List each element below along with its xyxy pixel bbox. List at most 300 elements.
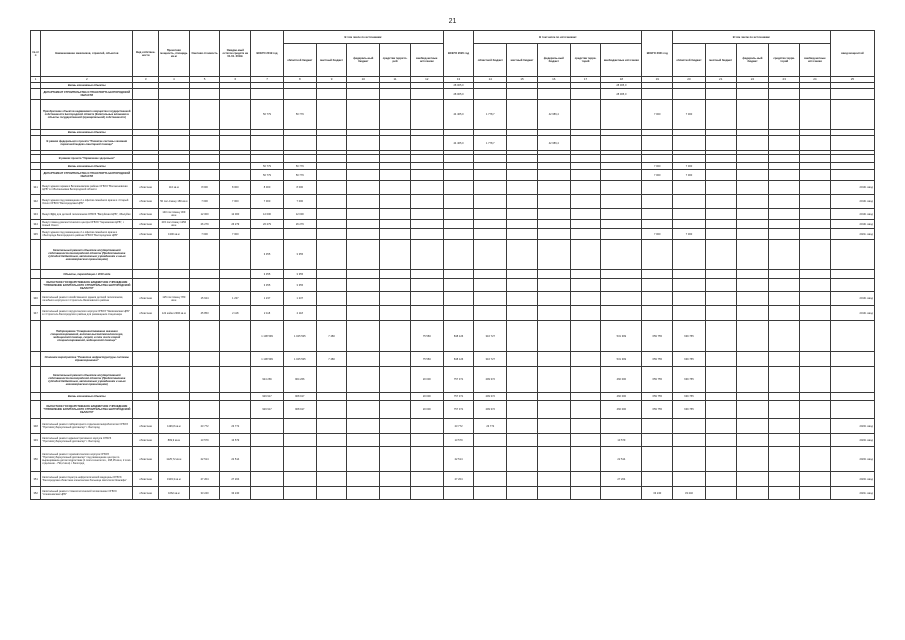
amount-cell bbox=[736, 401, 769, 419]
amount-cell bbox=[410, 136, 443, 151]
amount-cell bbox=[769, 393, 800, 401]
col-group-sources-2021: В том числе по источникам: bbox=[673, 31, 831, 44]
amount-cell bbox=[800, 270, 831, 279]
capacity-cell bbox=[158, 367, 189, 393]
commissioning-cell bbox=[830, 401, 874, 419]
row-number-cell: 341 bbox=[31, 181, 41, 195]
amount-cell bbox=[800, 155, 831, 163]
amount-cell bbox=[251, 229, 284, 240]
amount-cell: 3 355 bbox=[251, 279, 284, 292]
row-number-cell bbox=[31, 352, 41, 367]
amount-cell bbox=[316, 89, 347, 100]
amount-cell bbox=[769, 321, 800, 352]
amount-cell bbox=[769, 367, 800, 393]
amount-cell bbox=[507, 181, 538, 195]
table-row bbox=[31, 240, 875, 270]
ownership-cell bbox=[133, 321, 159, 352]
amount-cell bbox=[769, 447, 800, 472]
amount-cell bbox=[474, 195, 507, 209]
amount-cell bbox=[443, 229, 474, 240]
amount-cell bbox=[800, 306, 831, 321]
row-number-cell: 346 bbox=[31, 292, 41, 306]
amount-cell bbox=[283, 229, 316, 240]
amount-cell bbox=[736, 472, 769, 487]
column-number: 10 bbox=[347, 77, 380, 83]
amount-cell bbox=[251, 447, 284, 472]
amount-cell bbox=[537, 89, 570, 100]
amount-cell bbox=[347, 472, 380, 487]
amount-cell bbox=[673, 279, 706, 292]
amount-cell: 13 579 bbox=[601, 434, 642, 447]
commissioning-cell: 2019г. ввод bbox=[830, 181, 874, 195]
amount-cell bbox=[642, 279, 673, 292]
amount-cell bbox=[570, 270, 601, 279]
column-number: 19 bbox=[642, 77, 673, 83]
amount-cell: 460 000 bbox=[601, 401, 642, 419]
commissioning-cell bbox=[830, 163, 874, 170]
amount-cell: 639 755 bbox=[673, 393, 706, 401]
amount-cell bbox=[251, 487, 284, 500]
table-body bbox=[31, 77, 875, 500]
amount-cell bbox=[570, 472, 601, 487]
amount-cell bbox=[410, 447, 443, 472]
amount-cell bbox=[642, 306, 673, 321]
ownership-cell: областная bbox=[133, 220, 159, 229]
amount-cell bbox=[570, 136, 601, 151]
amount-cell bbox=[537, 472, 570, 487]
amount-cell bbox=[316, 447, 347, 472]
amount-cell bbox=[189, 163, 220, 170]
amount-cell bbox=[601, 155, 642, 163]
amount-cell bbox=[769, 220, 800, 229]
amount-cell bbox=[380, 472, 411, 487]
amount-cell bbox=[800, 89, 831, 100]
amount-cell bbox=[736, 170, 769, 181]
amount-cell bbox=[769, 155, 800, 163]
capacity-cell bbox=[158, 279, 189, 292]
row-number-cell bbox=[31, 100, 41, 130]
amount-cell bbox=[316, 279, 347, 292]
col-header-extrabudget-2021: внебюд-жетные источники bbox=[800, 44, 831, 77]
amount-cell: 7 000 bbox=[642, 229, 673, 240]
table-row bbox=[31, 393, 875, 401]
col-header-cost: Сметная стоимость bbox=[189, 31, 220, 77]
amount-cell bbox=[380, 181, 411, 195]
amount-cell bbox=[570, 321, 601, 352]
amount-cell bbox=[800, 170, 831, 181]
amount-cell bbox=[736, 240, 769, 270]
table-row bbox=[31, 279, 875, 292]
amount-cell bbox=[736, 393, 769, 401]
amount-cell bbox=[347, 100, 380, 130]
amount-cell bbox=[410, 155, 443, 163]
commissioning-cell bbox=[830, 279, 874, 292]
column-number: 14 bbox=[474, 77, 507, 83]
capacity-cell bbox=[158, 401, 189, 419]
object-name-cell: В рамках федерального проекта "Развитие системы оказания первичной медико-санитарной помощи" bbox=[41, 136, 133, 151]
amount-cell bbox=[316, 100, 347, 130]
amount-cell: 20 000 bbox=[410, 367, 443, 393]
amount-cell bbox=[570, 195, 601, 209]
amount-cell bbox=[705, 306, 736, 321]
object-name-cell: Вновь начинаемые объекты bbox=[41, 130, 133, 136]
amount-cell: 1 108 599 bbox=[251, 321, 284, 352]
commissioning-cell: 2021г. ввод bbox=[830, 229, 874, 240]
object-name-cell: Приобретение объектов недвижимого имущества государственной собственности Белгородской области (Капитальные вложения в объекты государственной (муниципальной) собственности) bbox=[41, 100, 133, 130]
amount-cell bbox=[507, 100, 538, 130]
amount-cell: 7 000 bbox=[673, 170, 706, 181]
object-name-cell: Выкуп помещ.диагностического центра ОГБУЗ "Чернянская ЦРБ", г. Новый Оскол bbox=[41, 220, 133, 229]
object-name-cell: Объекты, переходящие с 2018 года bbox=[41, 270, 133, 279]
amount-cell bbox=[673, 181, 706, 195]
amount-cell: 460 000 bbox=[601, 367, 642, 393]
amount-cell: 22 514 bbox=[601, 447, 642, 472]
amount-cell: 659 755 bbox=[642, 367, 673, 393]
amount-cell bbox=[316, 195, 347, 209]
amount-cell bbox=[189, 89, 220, 100]
amount-cell bbox=[601, 220, 642, 229]
col-header-remaining: Ожидае-мый остаток средств на 01.01. 2019г. bbox=[220, 31, 251, 77]
amount-cell bbox=[507, 270, 538, 279]
amount-cell bbox=[601, 306, 642, 321]
amount-cell bbox=[769, 100, 800, 130]
col-header-territorial-2021: средства терри-торий bbox=[769, 44, 800, 77]
ownership-cell: областная bbox=[133, 447, 159, 472]
table-row bbox=[31, 170, 875, 181]
row-number-cell bbox=[31, 393, 41, 401]
table-row bbox=[31, 321, 875, 352]
amount-cell bbox=[673, 136, 706, 151]
amount-cell bbox=[316, 229, 347, 240]
col-header-type: Вид собствен-ности bbox=[133, 31, 159, 77]
amount-cell bbox=[800, 209, 831, 220]
amount-cell bbox=[800, 352, 831, 367]
amount-cell bbox=[800, 292, 831, 306]
ownership-cell: областная bbox=[133, 472, 159, 487]
amount-cell bbox=[189, 401, 220, 419]
object-name-cell: Вновь начинаемые объекты bbox=[41, 393, 133, 401]
amount-cell bbox=[347, 321, 380, 352]
amount-cell bbox=[601, 170, 642, 181]
table-row bbox=[31, 155, 875, 163]
amount-cell bbox=[347, 419, 380, 434]
amount-cell bbox=[601, 270, 642, 279]
capacity-cell: 110 кв.м bbox=[158, 181, 189, 195]
amount-cell bbox=[347, 229, 380, 240]
amount-cell bbox=[380, 352, 411, 367]
row-number-cell bbox=[31, 321, 41, 352]
capacity-cell bbox=[158, 89, 189, 100]
amount-cell bbox=[347, 220, 380, 229]
amount-cell: 7 000 bbox=[220, 229, 251, 240]
amount-cell bbox=[537, 401, 570, 419]
amount-cell: 13 579 bbox=[189, 434, 220, 447]
amount-cell bbox=[642, 136, 673, 151]
amount-cell bbox=[705, 279, 736, 292]
amount-cell bbox=[601, 209, 642, 220]
amount-cell bbox=[410, 181, 443, 195]
col-header-federal-2019: федераль-ный бюджет bbox=[347, 44, 380, 77]
amount-cell bbox=[705, 321, 736, 352]
amount-cell bbox=[347, 393, 380, 401]
amount-cell bbox=[736, 306, 769, 321]
amount-cell: 44 465,0 bbox=[443, 100, 474, 130]
col-header-total-2020: ВСЕГО 2020 год bbox=[443, 31, 474, 77]
column-number: 1 bbox=[31, 77, 41, 83]
amount-cell bbox=[800, 434, 831, 447]
amount-cell: 26 279 bbox=[283, 220, 316, 229]
amount-cell: 316 727 bbox=[474, 321, 507, 352]
amount-cell bbox=[220, 393, 251, 401]
amount-cell bbox=[507, 209, 538, 220]
amount-cell: 23 772 bbox=[474, 419, 507, 434]
amount-cell bbox=[537, 155, 570, 163]
amount-cell: 75 583 bbox=[410, 321, 443, 352]
object-name-cell: Капитальный ремонт стоматологической поликлиники ОГБУЗ "Алексеевская ЦРБ" bbox=[41, 487, 133, 500]
amount-cell bbox=[736, 367, 769, 393]
amount-cell: 13 579 bbox=[443, 434, 474, 447]
amount-cell bbox=[570, 487, 601, 500]
amount-cell bbox=[380, 306, 411, 321]
amount-cell bbox=[537, 352, 570, 367]
col-header-extrabudget-2020: внебюджетные источники bbox=[601, 44, 642, 77]
table-row bbox=[31, 434, 875, 447]
amount-cell bbox=[736, 220, 769, 229]
amount-cell: 22 514 bbox=[443, 447, 474, 472]
amount-cell bbox=[347, 487, 380, 500]
amount-cell: 1 025 535 bbox=[283, 352, 316, 367]
amount-cell: 12 000 bbox=[220, 209, 251, 220]
amount-cell bbox=[800, 229, 831, 240]
amount-cell: 531 399 bbox=[601, 352, 642, 367]
amount-cell bbox=[705, 136, 736, 151]
amount-cell bbox=[189, 170, 220, 181]
commissioning-cell bbox=[830, 100, 874, 130]
amount-cell: 20 000 bbox=[410, 401, 443, 419]
amount-cell bbox=[380, 279, 411, 292]
amount-cell bbox=[736, 321, 769, 352]
amount-cell bbox=[220, 136, 251, 151]
amount-cell bbox=[507, 220, 538, 229]
capacity-cell: 1125,72 кв.м bbox=[158, 447, 189, 472]
amount-cell bbox=[251, 136, 284, 151]
amount-cell bbox=[769, 163, 800, 170]
amount-cell bbox=[220, 279, 251, 292]
amount-cell bbox=[507, 292, 538, 306]
amount-cell: 639 755 bbox=[673, 367, 706, 393]
amount-cell bbox=[410, 89, 443, 100]
amount-cell bbox=[443, 306, 474, 321]
commissioning-cell: 2020г. ввод bbox=[830, 447, 874, 472]
column-number: 6 bbox=[220, 77, 251, 83]
col-header-local-2021: местный бюджет bbox=[705, 44, 736, 77]
amount-cell bbox=[537, 195, 570, 209]
amount-cell bbox=[380, 401, 411, 419]
row-number-cell bbox=[31, 155, 41, 163]
amount-cell bbox=[283, 89, 316, 100]
amount-cell bbox=[800, 181, 831, 195]
amount-cell bbox=[220, 270, 251, 279]
amount-cell bbox=[800, 447, 831, 472]
amount-cell bbox=[380, 195, 411, 209]
amount-cell bbox=[570, 306, 601, 321]
amount-cell bbox=[800, 136, 831, 151]
row-number-cell bbox=[31, 270, 41, 279]
amount-cell bbox=[800, 195, 831, 209]
amount-cell bbox=[316, 170, 347, 181]
amount-cell: 1 237 bbox=[251, 292, 284, 306]
amount-cell bbox=[673, 292, 706, 306]
column-number: 16 bbox=[537, 77, 570, 83]
amount-cell bbox=[769, 170, 800, 181]
amount-cell: 639 755 bbox=[673, 321, 706, 352]
commissioning-cell: 2020г. ввод bbox=[830, 434, 874, 447]
amount-cell bbox=[220, 401, 251, 419]
amount-cell bbox=[705, 100, 736, 130]
amount-cell bbox=[705, 352, 736, 367]
amount-cell bbox=[537, 209, 570, 220]
amount-cell bbox=[642, 195, 673, 209]
amount-cell bbox=[570, 279, 601, 292]
amount-cell: 7 000 bbox=[251, 195, 284, 209]
amount-cell bbox=[347, 155, 380, 163]
amount-cell: 639 755 bbox=[673, 401, 706, 419]
amount-cell bbox=[537, 447, 570, 472]
amount-cell bbox=[736, 209, 769, 220]
col-header-federal-2020: федераль-ный бюджет bbox=[537, 44, 570, 77]
amount-cell: 50 779 bbox=[251, 170, 284, 181]
amount-cell bbox=[316, 181, 347, 195]
amount-cell: 3 355 bbox=[251, 270, 284, 279]
amount-cell bbox=[769, 472, 800, 487]
amount-cell bbox=[642, 434, 673, 447]
capacity-cell bbox=[158, 100, 189, 130]
amount-cell bbox=[380, 155, 411, 163]
amount-cell bbox=[380, 170, 411, 181]
amount-cell bbox=[642, 292, 673, 306]
amount-cell: 20 000 bbox=[410, 393, 443, 401]
amount-cell: 904 266 bbox=[283, 367, 316, 393]
amount-cell bbox=[673, 155, 706, 163]
amount-cell: 299 372 bbox=[474, 393, 507, 401]
ownership-cell bbox=[133, 401, 159, 419]
amount-cell bbox=[507, 195, 538, 209]
commissioning-cell bbox=[830, 321, 874, 352]
amount-cell: 7 000 bbox=[673, 100, 706, 130]
amount-cell bbox=[507, 472, 538, 487]
table-row bbox=[31, 163, 875, 170]
amount-cell bbox=[705, 419, 736, 434]
amount-cell: 28 005,0 bbox=[443, 89, 474, 100]
amount-cell bbox=[507, 321, 538, 352]
row-number-cell: 352 bbox=[31, 487, 41, 500]
amount-cell bbox=[601, 181, 642, 195]
amount-cell: 42 686,4 bbox=[537, 100, 570, 130]
amount-cell bbox=[507, 229, 538, 240]
amount-cell bbox=[507, 240, 538, 270]
amount-cell: 7 000 bbox=[189, 229, 220, 240]
amount-cell bbox=[316, 136, 347, 151]
table-row bbox=[31, 220, 875, 229]
amount-cell bbox=[474, 292, 507, 306]
table-row bbox=[31, 100, 875, 130]
amount-cell: 33 240 bbox=[220, 487, 251, 500]
commissioning-cell: 2021г. ввод bbox=[830, 487, 874, 500]
amount-cell bbox=[220, 240, 251, 270]
commissioning-cell bbox=[830, 89, 874, 100]
amount-cell: 7 000 bbox=[673, 229, 706, 240]
amount-cell bbox=[736, 487, 769, 500]
amount-cell bbox=[189, 270, 220, 279]
object-name-cell: ДЕПАРТАМЕНТ СТРОИТЕЛЬСТВА И ТРАНСПОРТА БЕЛГОРОДСКОЙ ОБЛАСТИ bbox=[41, 89, 133, 100]
amount-cell bbox=[474, 270, 507, 279]
column-number: 8 bbox=[283, 77, 316, 83]
object-name-cell: Капитальный ремонт Центра нефрологической медицины ОГБУЗ "Белгородская областная клиническая больница святителя Иоасафа" bbox=[41, 472, 133, 487]
column-number: 24 bbox=[800, 77, 831, 83]
column-number: 11 bbox=[380, 77, 411, 83]
row-number-cell: 343 bbox=[31, 209, 41, 220]
amount-cell: 8 000 bbox=[220, 181, 251, 195]
amount-cell bbox=[705, 434, 736, 447]
amount-cell bbox=[570, 240, 601, 270]
ownership-cell bbox=[133, 89, 159, 100]
column-number: 13 bbox=[443, 77, 474, 83]
amount-cell: 42 686,4 bbox=[537, 136, 570, 151]
row-number-cell: 342 bbox=[31, 195, 41, 209]
row-number-cell bbox=[31, 401, 41, 419]
amount-cell: 8 000 bbox=[283, 181, 316, 195]
amount-cell bbox=[705, 155, 736, 163]
amount-cell: 7 000 bbox=[642, 163, 673, 170]
row-number-cell bbox=[31, 89, 41, 100]
amount-cell: 3 355 bbox=[283, 270, 316, 279]
amount-cell bbox=[316, 209, 347, 220]
table-row bbox=[31, 447, 875, 472]
col-header-regional-2021: областной бюджет bbox=[673, 44, 706, 77]
amount-cell bbox=[316, 434, 347, 447]
amount-cell: 1 108 599 bbox=[251, 352, 284, 367]
amount-cell bbox=[347, 367, 380, 393]
amount-cell bbox=[474, 240, 507, 270]
object-name-cell: Выкуп здания гаража в Волоконовском районе ОГБУЗ "Волоконовская ЦРБ" в п.Волоконовка Белгородской области bbox=[41, 181, 133, 195]
amount-cell: 7 000 bbox=[642, 100, 673, 130]
table-row bbox=[31, 419, 875, 434]
amount-cell bbox=[220, 89, 251, 100]
capacity-cell bbox=[158, 393, 189, 401]
amount-cell bbox=[410, 472, 443, 487]
amount-cell bbox=[769, 136, 800, 151]
commissioning-cell: 2019г. ввод bbox=[830, 195, 874, 209]
amount-cell bbox=[316, 240, 347, 270]
amount-cell bbox=[220, 155, 251, 163]
commissioning-cell bbox=[830, 352, 874, 367]
amount-cell bbox=[537, 306, 570, 321]
column-number: 2 bbox=[41, 77, 133, 83]
column-number: 3 bbox=[133, 77, 159, 83]
amount-cell bbox=[347, 195, 380, 209]
commissioning-cell bbox=[830, 240, 874, 270]
amount-cell bbox=[800, 220, 831, 229]
amount-cell bbox=[736, 434, 769, 447]
amount-cell bbox=[769, 292, 800, 306]
ownership-cell bbox=[133, 393, 159, 401]
amount-cell bbox=[570, 181, 601, 195]
amount-cell: 23 772 bbox=[443, 419, 474, 434]
amount-cell bbox=[474, 89, 507, 100]
capacity-cell bbox=[158, 270, 189, 279]
amount-cell bbox=[673, 472, 706, 487]
amount-cell: 7 000 bbox=[673, 163, 706, 170]
